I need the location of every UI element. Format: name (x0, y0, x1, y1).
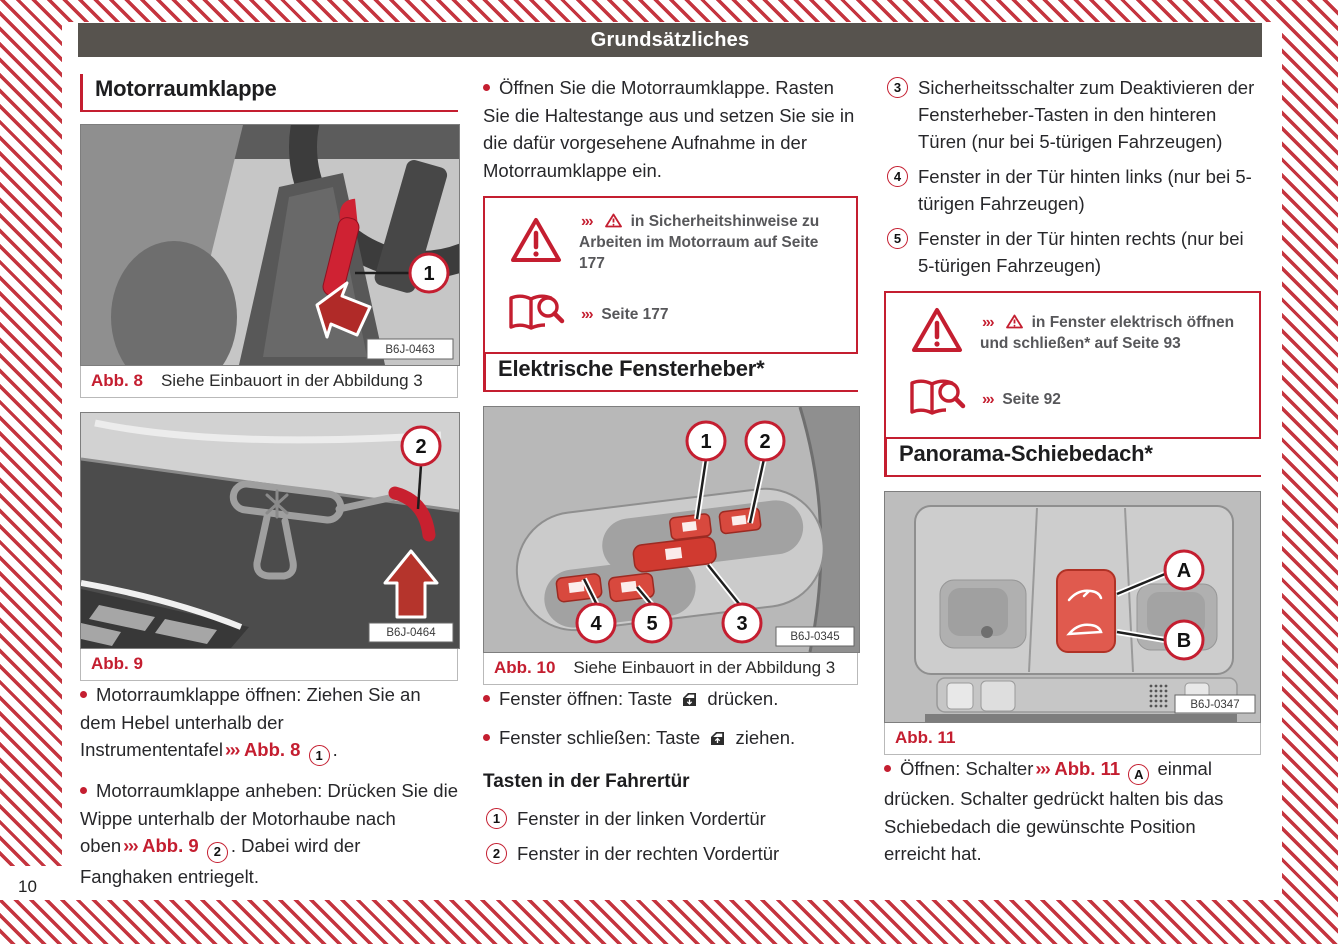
svg-text:2: 2 (759, 431, 771, 453)
bullet-dot (483, 734, 490, 741)
bullet-dot (80, 787, 87, 794)
window-switch-icon (709, 731, 726, 746)
chapter-header-bar (78, 23, 1262, 57)
cross-ref-chevrons: ››› (982, 313, 993, 331)
bullet-dot (80, 691, 87, 698)
book-magnifier-icon (908, 375, 966, 424)
inline-callout-2: 2 (486, 843, 507, 864)
figure-label: Abb. 9 (91, 654, 143, 673)
svg-text:5: 5 (646, 613, 658, 635)
figure-label: Abb. 11 (895, 728, 956, 747)
right-column (884, 74, 1261, 879)
figure-caption-text: Siehe Einbauort in der Abbildung 3 (160, 371, 423, 390)
figure-code: B6J-0347 (1190, 699, 1240, 711)
section-heading-schiebedach: Panorama-Schiebedach* (884, 439, 1261, 477)
inline-callout-A: A (1128, 764, 1149, 785)
figure-abb11 (884, 491, 1261, 755)
callout-2 (746, 422, 784, 460)
cross-ref-chevrons: ››› (224, 739, 239, 760)
callout-1 (410, 254, 448, 292)
book-magnifier-icon (507, 290, 565, 339)
list-item-4: 4 Fenster in der Tür hinten links (nur bei 5-türigen Fahrzeugen) (884, 163, 1261, 217)
warning-triangle-icon (911, 306, 963, 359)
figure-abb10-illustration (483, 406, 860, 653)
subheading-tasten-fahrertuer: Tasten in der Fahrertür (483, 771, 690, 792)
inline-callout-1: 1 (309, 745, 330, 766)
figure-label: Abb. 8 (91, 371, 143, 390)
cross-ref-chevrons: ››› (982, 391, 993, 408)
cross-ref-chevrons: ››› (581, 213, 592, 230)
section-heading-motorraumklappe: Motorraumklappe (80, 74, 458, 112)
bullet-dot (884, 765, 891, 772)
cross-ref-chevrons: ››› (123, 835, 138, 857)
warning-box-fenster (884, 291, 1261, 439)
figure-abb11-illustration (884, 491, 1261, 723)
figure-abb9 (80, 412, 458, 681)
figure-abb8-caption (80, 366, 458, 398)
page-number: 10 (18, 877, 37, 896)
figure-code: B6J-0463 (385, 344, 435, 356)
figure-ref: Abb. 11 (1054, 758, 1121, 779)
figure-label: Abb. 10 (494, 658, 556, 677)
bullet-motorraumklappe-anheben: Motorraumklappe anheben: Drücken Sie die Wippe unterhalb der Motorhaube nach oben ››› Abb. 9 2 . Dabei wird der Fanghaken entriegelt. (80, 780, 458, 887)
left-column (80, 74, 458, 901)
middle-column (483, 74, 858, 875)
small-warning-triangle-icon (1006, 314, 1023, 329)
chapter-title: Grundsätzliches (590, 28, 750, 51)
svg-text:1: 1 (423, 263, 435, 285)
inline-callout-5: 5 (887, 228, 908, 249)
list-item-2: 2 Fenster in der rechten Vordertür (483, 840, 858, 867)
inline-callout-1: 1 (486, 808, 507, 829)
window-switch-icon (681, 692, 698, 707)
warning-triangle-icon (510, 216, 562, 269)
sunroof-switch (1057, 570, 1115, 652)
list-item-1: 1 Fenster in der linken Vordertür (483, 805, 858, 832)
callout-A (1165, 551, 1203, 589)
inline-callout-2: 2 (207, 842, 228, 863)
inline-callout-3: 3 (887, 77, 908, 98)
bullet-oeffnen-motorraumklappe: Öffnen Sie die Motorraumklappe. Rasten Sie die Haltestange aus und setzen Sie sie in die dafür vorgesehene Aufnahme in der Motorraumklappe ein. (483, 77, 855, 181)
list-item-3: 3 Sicherheitsschalter zum Deaktivieren der Fensterheber-Tasten in den hinteren Türen (nur bei 5-türigen Fahrzeugen) (884, 74, 1261, 155)
callout-2 (402, 427, 440, 465)
bullet-motorraumklappe-oeffnen: Motorraumklappe öffnen: Ziehen Sie an dem Hebel unterhalb der Instrumententafel ››› Abb. 8 1 . (80, 681, 458, 766)
svg-text:3: 3 (736, 613, 748, 635)
svg-text:1: 1 (700, 431, 712, 453)
warning-text: ››› in Fenster elektrisch öffnen und schließen* auf Seite 93 (980, 313, 1235, 352)
figure-abb9-caption (80, 649, 458, 681)
small-warning-triangle-icon (605, 213, 622, 228)
warning-text: ››› in Sicherheitshinweise zu Arbeiten im Motorraum auf Seite 177 (579, 213, 820, 272)
section-heading-fensterheber: Elektrische Fensterheber* (483, 354, 858, 392)
figure-abb10-caption (483, 653, 858, 685)
figure-ref: Abb. 9 (142, 835, 199, 857)
callout-B (1165, 621, 1203, 659)
bullet-dot (483, 84, 490, 91)
cross-ref-chevrons: ››› (1035, 758, 1050, 779)
callout-1 (687, 422, 725, 460)
callout-3 (723, 604, 761, 642)
svg-text:B: B (1176, 630, 1192, 652)
bullet-schiebedach-oeffnen: Öffnen: Schalter ››› Abb. 11 A einmal drücken. Schalter gedrückt halten bis das Schiebedach die gewünschte Position erreicht hat. (884, 758, 1224, 865)
list-item-5: 5 Fenster in der Tür hinten rechts (nur bei 5-türigen Fahrzeugen) (884, 225, 1261, 279)
figure-code: B6J-0345 (790, 631, 840, 643)
bullet-fenster-schliessen: Fenster schließen: Taste ziehen. (483, 724, 858, 752)
warning-box-motorraum (483, 196, 858, 354)
see-page-text: ››› Seite 177 (581, 306, 669, 323)
svg-text:A: A (1176, 560, 1192, 582)
figure-abb10 (483, 406, 858, 685)
svg-text:4: 4 (590, 613, 602, 635)
svg-text:2: 2 (415, 436, 427, 458)
figure-ref: Abb. 8 (243, 739, 301, 760)
figure-abb8 (80, 124, 458, 398)
inline-callout-4: 4 (887, 166, 908, 187)
figure-abb8-illustration (80, 124, 460, 366)
figure-code: B6J-0464 (386, 627, 436, 639)
callout-4 (577, 604, 615, 642)
bullet-fenster-oeffnen: Fenster öffnen: Taste drücken. (483, 685, 858, 713)
callout-5 (633, 604, 671, 642)
figure-caption-text: Siehe Einbauort in der Abbildung 3 (573, 658, 836, 677)
see-page-text: ››› Seite 92 (982, 391, 1061, 408)
figure-abb9-illustration (80, 412, 460, 649)
bullet-dot (483, 695, 490, 702)
figure-abb11-caption (884, 723, 1261, 755)
cross-ref-chevrons: ››› (581, 306, 592, 323)
